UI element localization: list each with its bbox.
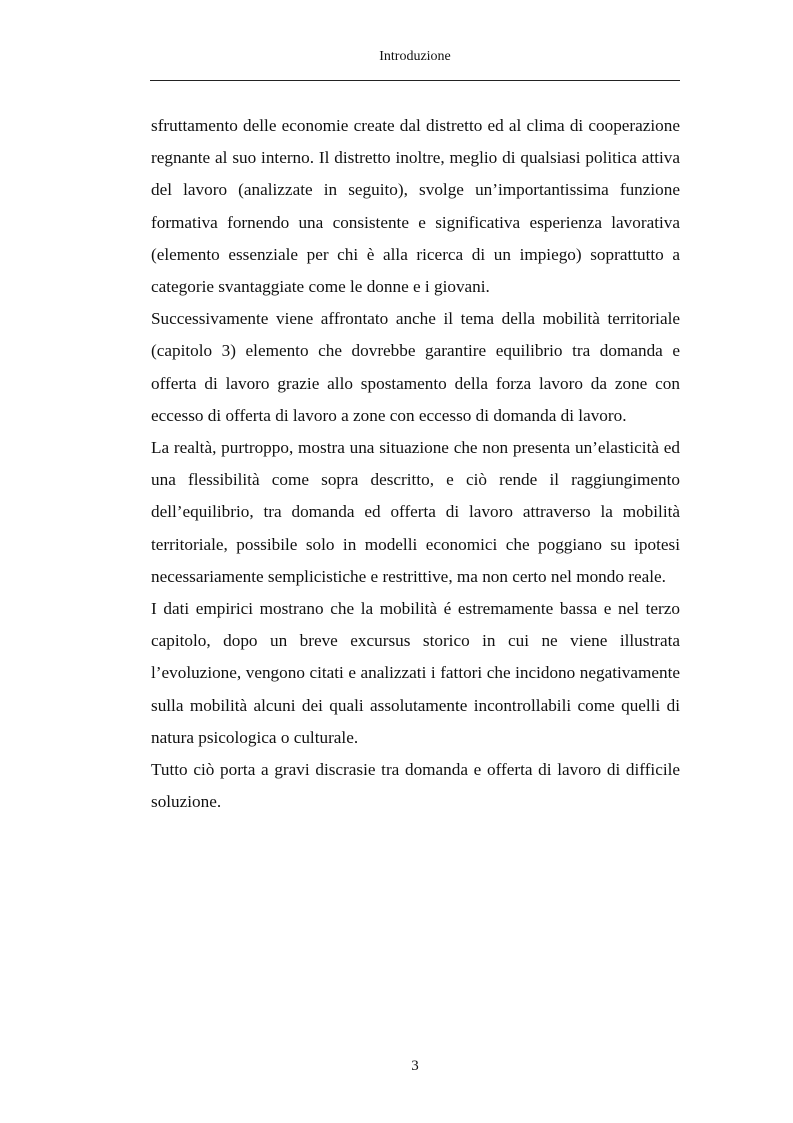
running-header: Introduzione — [379, 49, 451, 64]
paragraph-1: sfruttamento delle economie create dal distretto ed al clima di cooperazione regnante al suo interno. Il distretto inoltre, meglio di qualsiasi politica attiva del lavoro (analizzate in seguito), svolge un’importantissima funzione formativa fornendo una consistente e significativa esperienza lavorativa (elemento essenziale per chi è alla ricerca di un impiego) soprattutto a categorie svantaggiate come le donne e i giovani. — [151, 116, 680, 297]
paragraph-4: I dati empirici mostrano che la mobilità é estremamente bassa e nel terzo capitolo, dopo un breve excursus storico in cui ne viene illustrata l’evoluzione, vengono citati e analizzati i fattori che incidono negativamente sulla mobilità alcuni dei quali assolutamente incontrollabili come quelli di natura psicologica o culturale. — [151, 599, 680, 747]
header-rule — [150, 80, 680, 81]
page-number: 3 — [411, 1058, 419, 1074]
body-text — [151, 110, 680, 818]
paragraph-3: La realtà, purtroppo, mostra una situazione che non presenta un’elasticità ed una flessibilità come sopra descritto, e ciò rende il raggiungimento dell’equilibrio, tra domanda ed offerta di lavoro attraverso la mobilità territoriale, possibile solo in modelli economici che poggiano su ipotesi necessariamente semplicistiche e restrittive, ma non certo nel mondo reale. — [151, 438, 680, 586]
paragraph-5: Tutto ciò porta a gravi discrasie tra domanda e offerta di lavoro di difficile soluzione. — [151, 760, 680, 812]
paragraph-2: Successivamente viene affrontato anche il tema della mobilità territoriale (capitolo 3) elemento che dovrebbe garantire equilibrio tra domanda e offerta di lavoro grazie allo spostamento della forza lavoro da zone con eccesso di offerta di lavoro a zone con eccesso di domanda di lavoro. — [151, 309, 680, 425]
